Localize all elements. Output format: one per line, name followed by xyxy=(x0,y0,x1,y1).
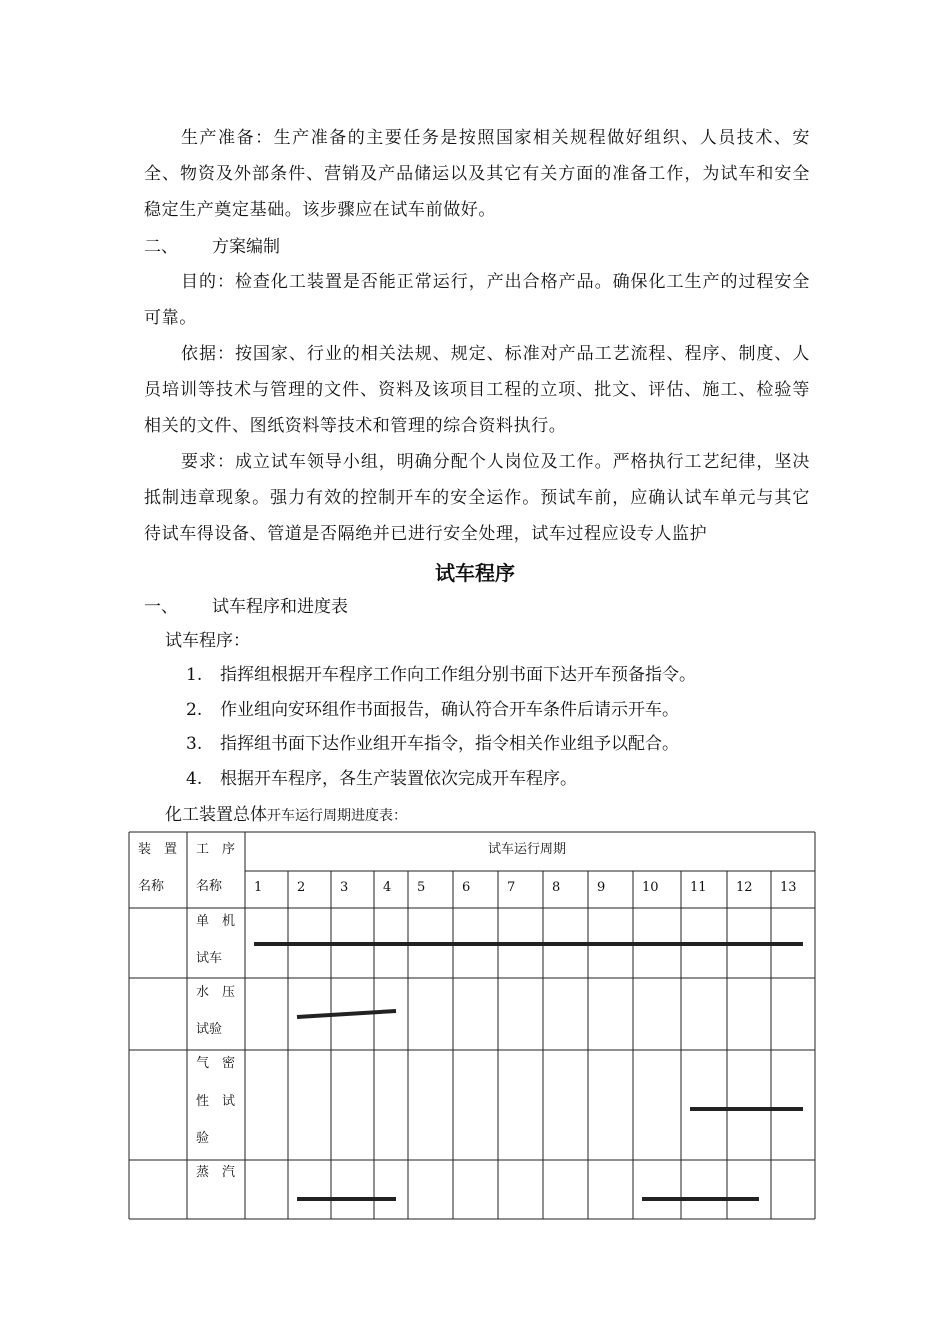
period-number-label: 8 xyxy=(552,880,561,895)
period-number-label: 2 xyxy=(297,880,306,895)
row-process-line: 试验 xyxy=(196,1022,223,1037)
step-text: 根据开车程序，各生产装置依次完成开车程序。 xyxy=(220,769,577,789)
step-number: 1. xyxy=(186,665,203,685)
step-number: 2. xyxy=(186,700,203,720)
header-period: 试车运行周期 xyxy=(488,842,567,857)
header-device-top: 装置 xyxy=(138,842,191,857)
step-text: 作业组向安环组作书面报告，确认符合开车条件后请示开车。 xyxy=(220,700,679,720)
program-label: 试车程序： xyxy=(165,631,250,651)
production-prep-paragraph: 生产准备：生产准备的主要任务是按照国家相关规程做好组织、人员技术、安全、物资及外部条件、营销及产品储运以及其它有关方面的准备工作，为试车和安全稳定生产奠定基础。该步骤应在试车前做好。 xyxy=(144,128,810,220)
schedule-bar xyxy=(297,1011,396,1017)
row-process-line: 水压 xyxy=(196,985,249,1000)
row-process-line: 气密 xyxy=(196,1056,249,1071)
schedule-caption-small: 开车运行周期进度表： xyxy=(267,808,407,824)
period-number-label: 4 xyxy=(383,880,392,895)
period-number-label: 9 xyxy=(597,880,606,895)
step-text: 指挥组书面下达作业组开车指令，指令相关作业组予以配合。 xyxy=(220,734,679,754)
section-1-title: 试车程序和进度表 xyxy=(212,597,348,617)
header-device-bottom: 名称 xyxy=(138,879,165,894)
section-1-number: 一、 xyxy=(144,597,178,617)
header-process-top: 工序 xyxy=(196,842,249,857)
period-number-label: 13 xyxy=(780,880,797,895)
row-process-line: 单机 xyxy=(196,914,249,929)
period-number-label: 12 xyxy=(736,880,753,895)
page-title: 试车程序 xyxy=(435,561,515,585)
row-process-line: 试车 xyxy=(196,951,223,966)
requirements-paragraph: 要求：成立试车领导小组，明确分配个人岗位及工作。严格执行工艺纪律，坚决抵制违章现象。强力有效的控制开车的安全运作。预试车前，应确认试车单元与其它待试车得设备、管道是否隔绝并已进行安全处理，试车过程应设专人监护 xyxy=(144,452,810,544)
basis-paragraph: 依据：按国家、行业的相关法规、规定、标准对产品工艺流程、程序、制度、人员培训等技术与管理的文件、资料及该项目工程的立项、批文、评估、施工、检验等相关的文件、图纸资料等技术和管理的综合资料执行。 xyxy=(144,344,810,436)
section-2-number: 二、 xyxy=(144,237,178,257)
period-number-label: 11 xyxy=(690,880,707,895)
row-process-line: 性试 xyxy=(196,1094,249,1109)
period-number-label: 1 xyxy=(254,880,263,895)
purpose-paragraph: 目的：检查化工装置是否能正常运行，产出合格产品。确保化工生产的过程安全可靠。 xyxy=(144,272,810,328)
period-number-label: 5 xyxy=(417,880,426,895)
schedule-caption-main: 化工装置总体 xyxy=(165,805,267,825)
header-process-bottom: 名称 xyxy=(196,879,223,894)
row-process-line: 蒸汽 xyxy=(196,1165,249,1180)
period-number-label: 6 xyxy=(462,880,471,895)
period-number-label: 3 xyxy=(340,880,349,895)
section-2-title: 方案编制 xyxy=(212,237,280,257)
period-number-label: 10 xyxy=(642,880,659,895)
period-number-label: 7 xyxy=(507,880,516,895)
step-number: 3. xyxy=(186,734,203,754)
row-process-line: 验 xyxy=(196,1131,210,1146)
step-number: 4. xyxy=(186,769,203,789)
step-text: 指挥组根据开车程序工作向工作组分别书面下达开车预备指令。 xyxy=(220,665,696,685)
